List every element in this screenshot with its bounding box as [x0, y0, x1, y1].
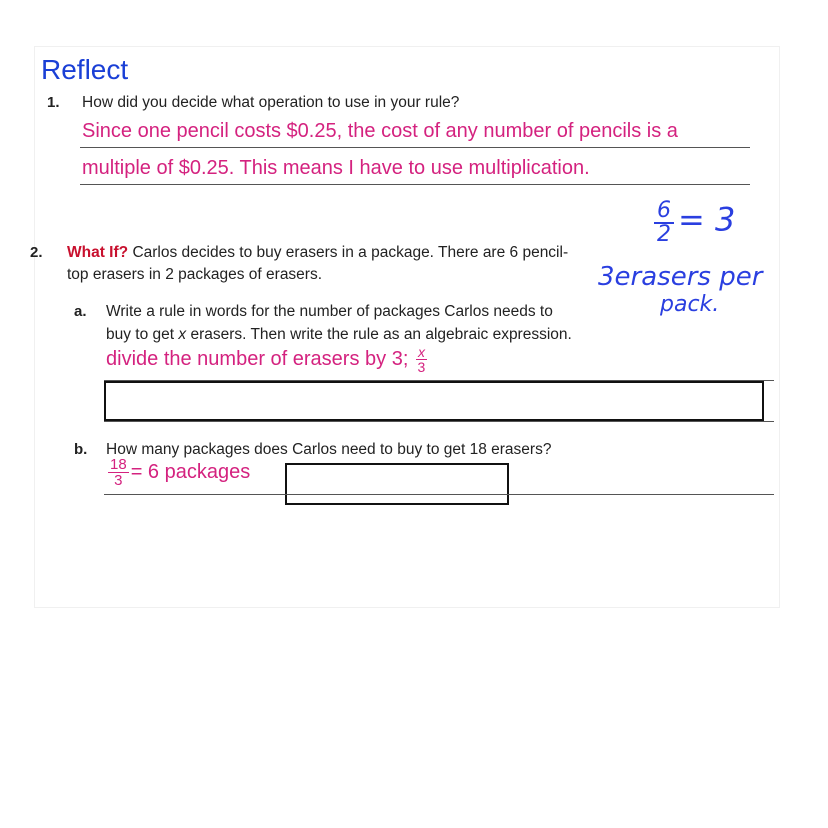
q1-answer-rule1: [80, 147, 750, 148]
section-title: Reflect: [41, 54, 129, 85]
q2b-question: How many packages does Carlos need to buy to get 18 erasers?: [106, 441, 552, 458]
handwritten-frac-denominator: 2: [657, 222, 671, 247]
q2b-answer-rule: [104, 494, 774, 495]
q2b-answer: [106, 457, 250, 488]
q2a-answer-text: divide the number of erasers by 3;: [106, 347, 409, 370]
q1-question: How did you decide what operation to use in your rule?: [82, 94, 460, 111]
q2a-line2-pre: buy to get: [106, 326, 179, 343]
q2-text-line2: top erasers in 2 packages of erasers.: [67, 266, 323, 283]
handwritten-frac-result: = 3: [678, 200, 736, 239]
q2b-answer-fraction: [108, 457, 129, 488]
q1-number: 1.: [47, 94, 60, 111]
q2a-question-line1: Write a rule in words for the number of packages Carlos needs to: [106, 303, 553, 320]
q1-answer-rule2: [80, 184, 750, 185]
q2a-question-line2: [106, 326, 572, 344]
q2a-line2-var: x: [178, 326, 187, 343]
q2b-answer-box[interactable]: [285, 463, 509, 505]
q2a-line2-post: erasers. Then write the rule as an algebraic expression.: [186, 326, 572, 343]
q2b-label: b.: [74, 441, 88, 458]
q2-what-if-lead: What If?: [67, 244, 129, 261]
q2a-answer-box[interactable]: [104, 381, 764, 421]
q2a-frac-numerator: x: [417, 344, 425, 360]
q1-answer-line2: multiple of $0.25. This means I have to use multiplication.: [82, 157, 590, 179]
q2-number: 2.: [30, 244, 43, 261]
handwritten-fraction-note: [652, 200, 735, 246]
q2b-answer-text: = 6 packages: [130, 460, 251, 483]
handwritten-note-line2: pack.: [660, 292, 720, 317]
q2a-answer-fraction: [416, 345, 427, 374]
q2-text-line1-body: Carlos decides to buy erasers in a package. There are 6 pencil-: [132, 244, 569, 261]
q2a-frac-denominator: 3: [417, 359, 426, 375]
handwritten-frac-numerator: 6: [654, 200, 674, 224]
q2-text-line1: [67, 244, 568, 262]
q2a-label: a.: [74, 303, 87, 320]
q2b-frac-denominator: 3: [114, 472, 123, 489]
handwritten-fraction: [654, 200, 674, 246]
q2a-answer-rule-bottom: [104, 421, 774, 422]
q2b-frac-numerator: 18: [110, 456, 127, 473]
q1-answer-line1: Since one pencil costs $0.25, the cost of any number of pencils is a: [82, 120, 678, 142]
handwritten-note-line1: 3erasers per: [598, 262, 763, 292]
q2a-answer: [106, 345, 429, 374]
